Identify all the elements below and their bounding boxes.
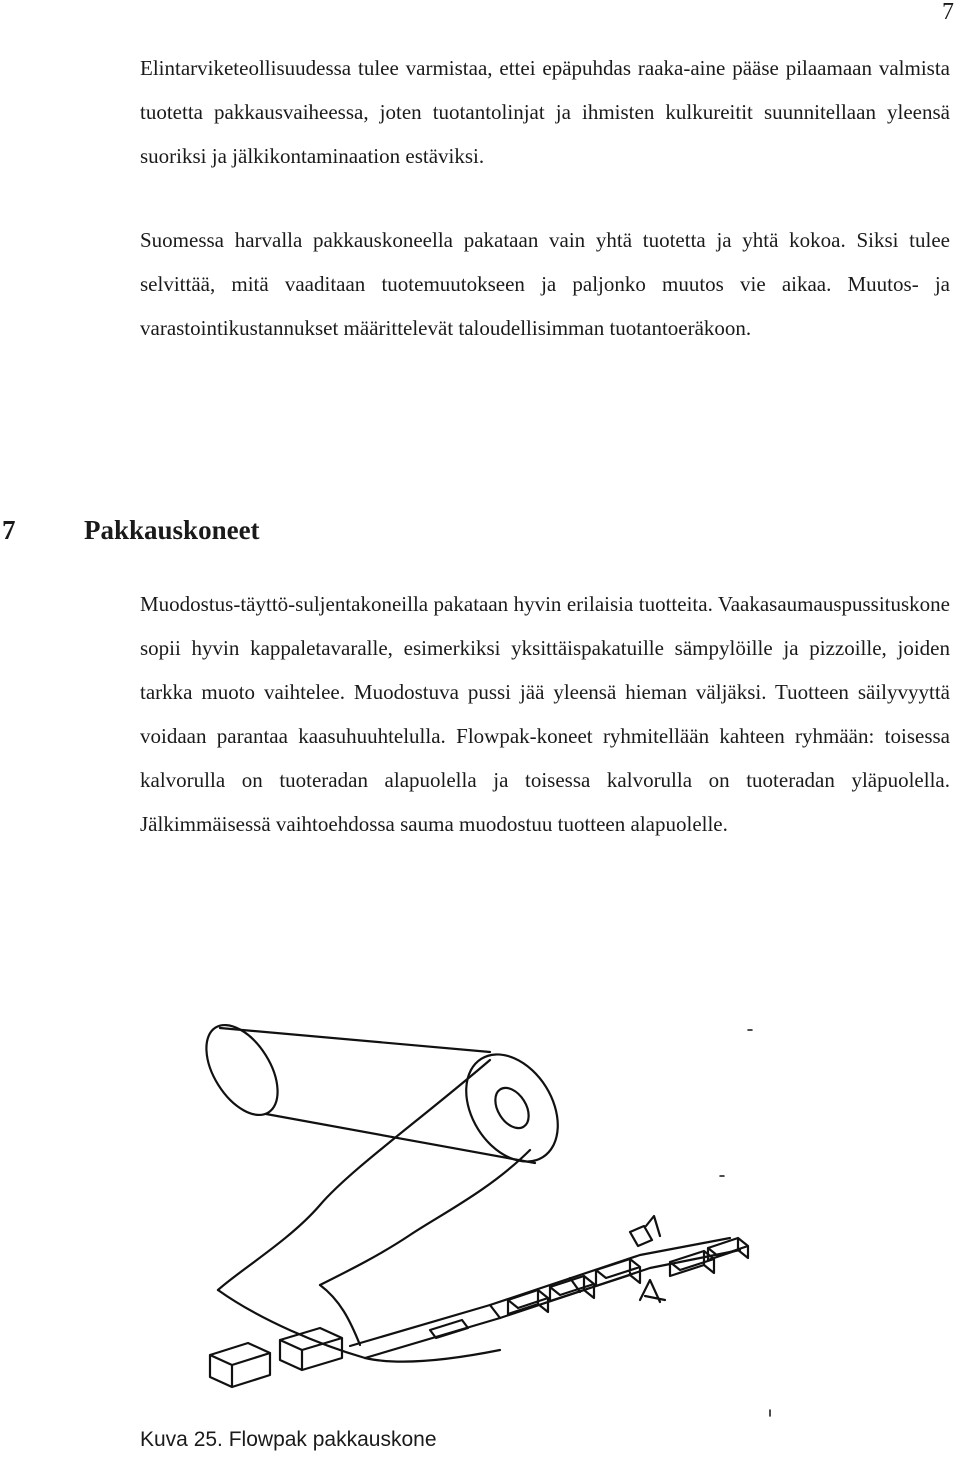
section-number: 7	[2, 515, 16, 545]
flowpak-machine-illustration	[200, 1000, 780, 1420]
infeed-products	[210, 1328, 342, 1387]
section-heading	[0, 508, 260, 552]
paragraph-product-changes: Suomessa harvalla pakkauskoneella pakataan vain yhtä tuotetta ja yhtä kokoa. Siksi tulee selvittää, mitä vaaditaan tuotemuutokseen ja paljonko muutos vie aikaa. Muutos- ja varastointikustannukset määrittelevät taloudellisimman tuotantoeräkoon.	[140, 228, 950, 340]
figure-caption: Kuva 25. Flowpak pakkauskone	[140, 1428, 437, 1451]
paragraph-form-fill-seal: Muodostus-täyttö-suljentakoneilla pakataan hyvin erilaisia tuotteita. Vaakasaumauspussituskone sopii hyvin kappaletavaralle, esimerkiksi yksittäispakatuille sämpylöille ja pizzoille, joiden tarkka muoto vaihtelee. Muodostuva pussi jää yleensä hieman väljäksi. Tuotteen säilyvyyttä voidaan parantaa kaasuhuuhtelulla. Flowpak-koneet ryhmitellään kahteen ryhmään: toisessa kalvorulla on tuoteradan alapuolella ja toisessa kalvorulla on tuoteradan yläpuolella. Jälkimmäisessä vaihtoehdossa sauma muodostuu tuotteen alapuolelle.	[140, 592, 950, 836]
film-roll	[200, 1013, 577, 1179]
page-number: 7	[942, 0, 954, 25]
stray-marks	[720, 1030, 770, 1416]
film-web	[218, 1060, 530, 1362]
wrapped-products	[508, 1216, 748, 1314]
paragraph-contamination: Elintarviketeollisuudessa tulee varmistaa, ettei epäpuhdas raaka-aine pääse pilaamaan valmista tuotetta pakkausvaiheessa, joten tuotantolinjat ja ihmisten kulkureitit suunnitellaan yleensä suoriksi ja jälkikontaminaation estäviksi.	[140, 56, 950, 168]
section-title: Pakkauskoneet	[84, 515, 260, 545]
